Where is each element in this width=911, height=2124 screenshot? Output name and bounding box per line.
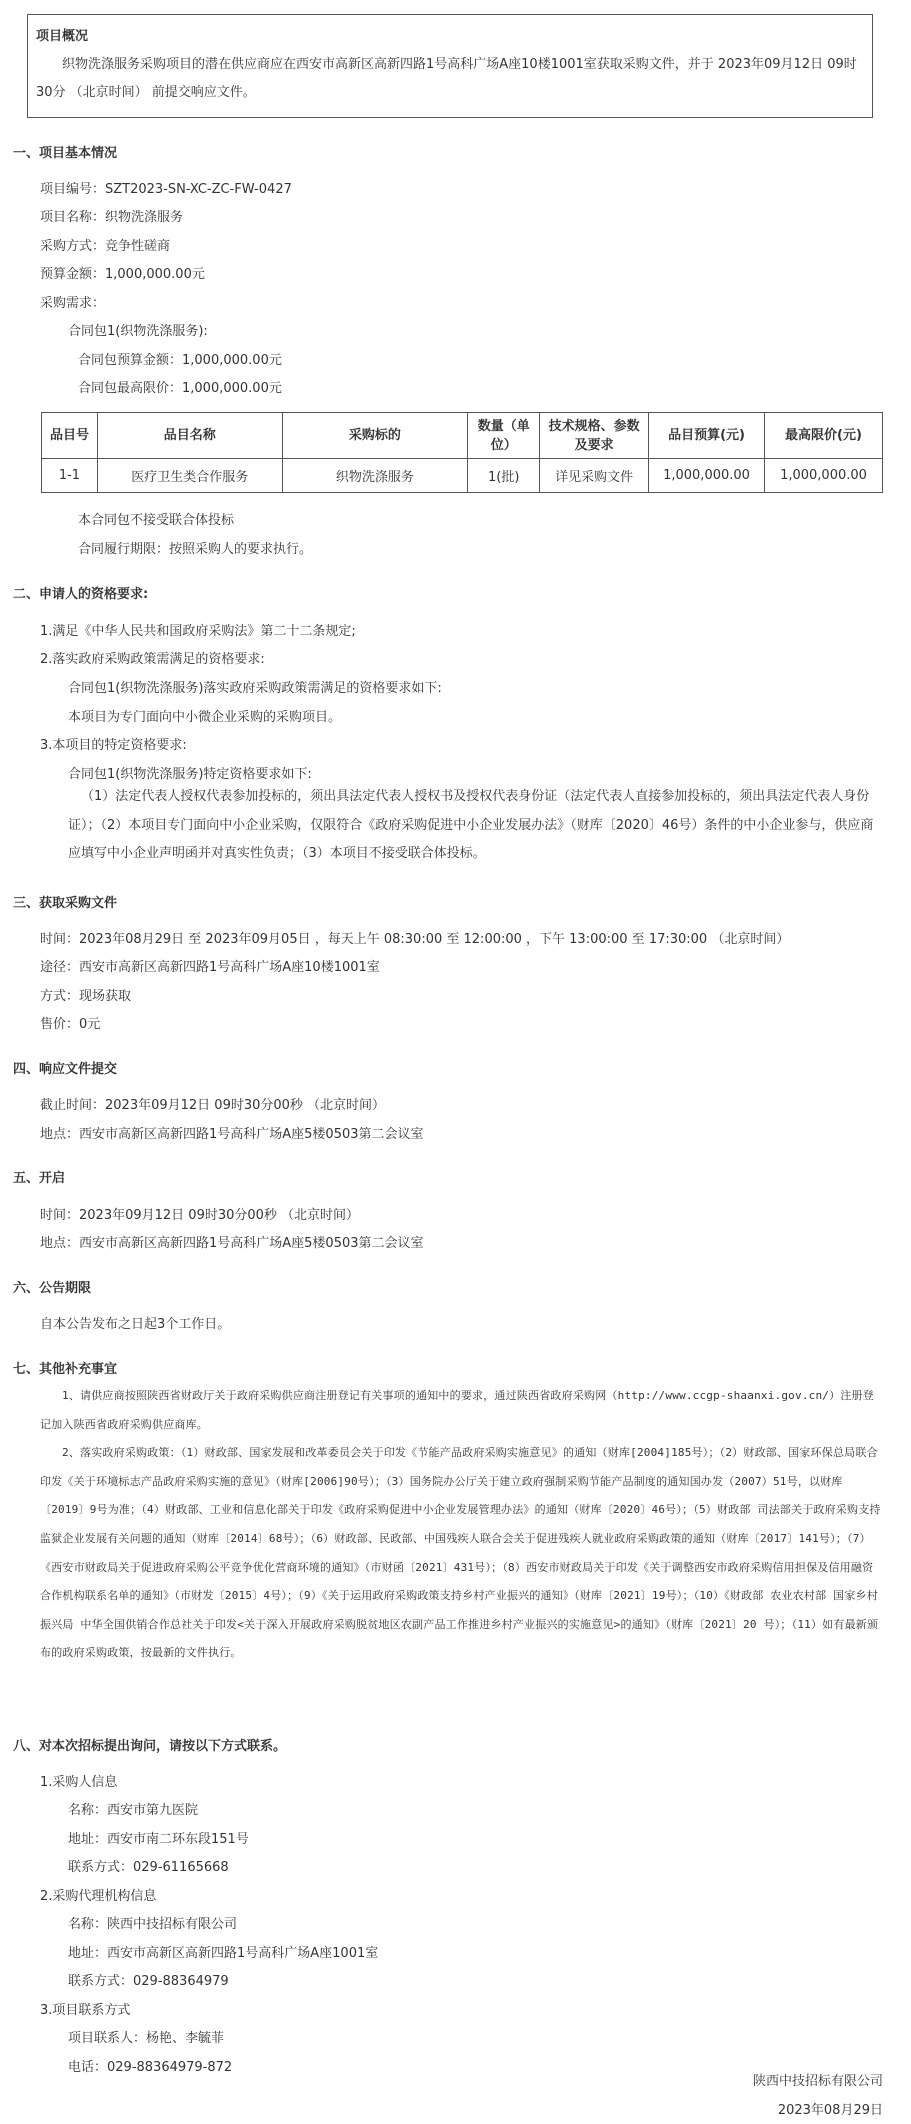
- table-header: 采购标的: [282, 413, 468, 459]
- buyer-name: 名称：西安市第九医院: [68, 1803, 199, 1818]
- table-header: 最高限价(元): [765, 413, 883, 459]
- section-4-title: 四、响应文件提交: [13, 1062, 118, 1077]
- supplementary-item-2: 2、落实政府采购政策：（1）财政部、国家发展和改革委员会关于印发《节能产品政府采购实施意见》的通知（财库[2004]185号）；（2）财政部、国家环保总局联合印发《关于环境标志产品政府采购实施的意见》（财库[2006]90号）；（3）国务院办公厅关于建立政府强制采购节能产品制度的通知国办发（2007）51号，以财库〔2019〕9号为准；（4）财政部、工业和信息化部关于印发《政府采购促进中小企业发展管理办法》的通知（财库〔2020〕46号）；（5）财政部 司法部关于政府采购支持监狱企业发展有关问题的通知（财库〔2014〕68号）；（6）财政部、民政部、中国残疾人联合会关于促进残疾人就业政府采购政策的通知（财库〔2017〕141号）；（7）《西安市财政局关于促进政府采购公平竞争优化营商环境的通知》（市财函〔2021〕431号）；（8）西安市财政局关于印发《关于调整西安市政府采购信用担保及信用融资合作机构联系名单的通知》（市财发〔2015〕4号）；（9）《关于运用政府采购政策支持乡村产业振兴的通知》（财库〔2021〕19号）；（10）《财政部 农业农村部 国家乡村振兴局 中华全国供销合作总社关于印发<关于深入开展政府采购脱贫地区农副产品工作推进乡村产业振兴的实施意见>的通知》（财库〔2021〕20 号）；（11）如有最新颁布的政府采购政策，按最新的文件执行。: [40, 1446, 881, 1660]
- table-header: 品目预算(元): [649, 413, 765, 459]
- agent-address: 地址：西安市高新区高新四路1号高科广场A座1001室: [68, 1946, 379, 1961]
- package-budget: 合同包预算金额：1,000,000.00元: [78, 353, 282, 368]
- table-header: 数量（单位）: [468, 413, 540, 459]
- footer-organization: 陕西中技招标有限公司: [752, 2074, 883, 2089]
- obtain-way: 方式：现场获取: [40, 989, 132, 1004]
- table-header: 品目号: [42, 413, 98, 459]
- agent-info-heading: 2.采购代理机构信息: [40, 1889, 157, 1904]
- table-cell: 详见采购文件: [540, 459, 649, 493]
- qualification-item-3-text: （1）法定代表人授权代表参加投标的，须出具法定代表人授权书及授权代表身份证（法定代表人直接参加投标的，须出具法定代表人身份证）；（2）本项目专门面向中小企业采购，仅限符合《政府采购促进中小企业发展办法》（财库〔2020〕46号）条件的中小企业参与，供应商应填写中小企业声明函并对真实性负责；（3）本项目不接受联合体投标。: [68, 789, 874, 861]
- buyer-info-heading: 1.采购人信息: [40, 1775, 118, 1790]
- table-header-row: [42, 413, 883, 459]
- submission-deadline: 截止时间：2023年09月12日 09时30分00秒 （北京时间）: [40, 1098, 386, 1113]
- overview-title: 项目概况: [36, 29, 89, 44]
- no-consortium-note: 本合同包不接受联合体投标: [78, 513, 235, 528]
- contact-heading: 3.项目联系方式: [40, 2003, 131, 2018]
- overview-text: 织物洗涤服务采购项目的潜在供应商应在西安市高新区高新四路1号高科广场A座10楼1001室获取采购文件，并于 2023年09月12日 09时30分 （北京时间） 前提交响应文件。: [36, 57, 857, 100]
- table-cell: 1-1: [42, 459, 98, 493]
- package-max-price: 合同包最高限价：1,000,000.00元: [78, 381, 282, 396]
- qualification-item-2-text: 本项目为专门面向中小微企业采购的采购项目。: [68, 710, 342, 725]
- qualification-item-3: 3.本项目的特定资格要求:: [40, 738, 187, 753]
- qualification-item-2-package: 合同包1(织物洗涤服务)落实政府采购政策需满足的资格要求如下:: [68, 681, 442, 696]
- footer-date: 2023年08月29日: [777, 2103, 883, 2118]
- table-header: 技术规格、参数及要求: [540, 413, 649, 459]
- section-5-title: 五、开启: [13, 1171, 66, 1186]
- supplementary-item-1: 1、请供应商按照陕西省财政厅关于政府采购供应商注册登记有关事项的通知中的要求，通过陕西省政府采购网（http://www.ccgp-shaanxi.gov.cn/）注册登记加入陕西省政府采购供应商库。: [40, 1389, 874, 1431]
- overview-box: [27, 14, 873, 118]
- announcement-period: 自本公告发布之日起3个工作日。: [40, 1317, 231, 1332]
- project-name: 项目名称：织物洗涤服务: [40, 210, 184, 225]
- qualification-item-3-package: 合同包1(织物洗涤服务)特定资格要求如下:: [68, 767, 312, 782]
- section-1-title: 一、项目基本情况: [13, 146, 118, 161]
- qualification-item-2: 2.落实政府采购政策需满足的资格要求:: [40, 652, 265, 667]
- buyer-phone: 联系方式：029-61165668: [68, 1860, 229, 1875]
- opening-time: 时间：2023年09月12日 09时30分00秒 （北京时间）: [40, 1208, 360, 1223]
- contract-package: 合同包1(织物洗涤服务):: [68, 324, 208, 339]
- section-6-title: 六、公告期限: [13, 1281, 92, 1296]
- section-7-title: 七、其他补充事宜: [13, 1362, 118, 1377]
- agent-phone: 联系方式：029-88364979: [68, 1974, 229, 1989]
- project-number: 项目编号：SZT2023-SN-XC-ZC-FW-0427: [40, 182, 292, 197]
- table-cell: 1,000,000.00: [765, 459, 883, 493]
- qualification-item-1: 1.满足《中华人民共和国政府采购法》第二十二条规定;: [40, 624, 356, 639]
- buyer-address: 地址：西安市南二环东段151号: [68, 1832, 249, 1847]
- table-row: [42, 459, 883, 493]
- table-cell: 1,000,000.00: [649, 459, 765, 493]
- obtain-price: 售价：0元: [40, 1017, 101, 1032]
- procurement-demand: 采购需求：: [40, 296, 106, 311]
- section-8-title: 八、对本次招标提出询问，请按以下方式联系。: [13, 1739, 287, 1754]
- supplementary-matters: [40, 1382, 882, 1668]
- contact-phone: 电话：029-88364979-872: [68, 2060, 233, 2075]
- opening-place: 地点：西安市高新区高新四路1号高科广场A座5楼0503第二会议室: [40, 1236, 424, 1251]
- submission-place: 地点：西安市高新区高新四路1号高科广场A座5楼0503第二会议室: [40, 1127, 424, 1142]
- procurement-method: 采购方式：竞争性磋商: [40, 239, 171, 254]
- table-cell: 织物洗涤服务: [282, 459, 468, 493]
- contact-person: 项目联系人：杨艳、李毓菲: [68, 2031, 225, 2046]
- section-3-title: 三、获取采购文件: [13, 896, 118, 911]
- section-2-title: 二、申请人的资格要求:: [13, 587, 149, 602]
- contract-period: 合同履行期限：按照采购人的要求执行。: [78, 542, 313, 557]
- table-cell: 医疗卫生类合作服务: [97, 459, 282, 493]
- table-header: 品目名称: [97, 413, 282, 459]
- budget-amount: 预算金额：1,000,000.00元: [40, 267, 205, 282]
- items-table: [41, 412, 883, 493]
- obtain-place: 途径：西安市高新区高新四路1号高科广场A座10楼1001室: [40, 960, 380, 975]
- table-cell: 1(批): [468, 459, 540, 493]
- agent-name: 名称：陕西中技招标有限公司: [68, 1917, 238, 1932]
- obtain-time: 时间：2023年08月29日 至 2023年09月05日 ，每天上午 08:30:00 至 12:00:00 ，下午 13:00:00 至 17:30:00 （北京时间）: [40, 932, 790, 947]
